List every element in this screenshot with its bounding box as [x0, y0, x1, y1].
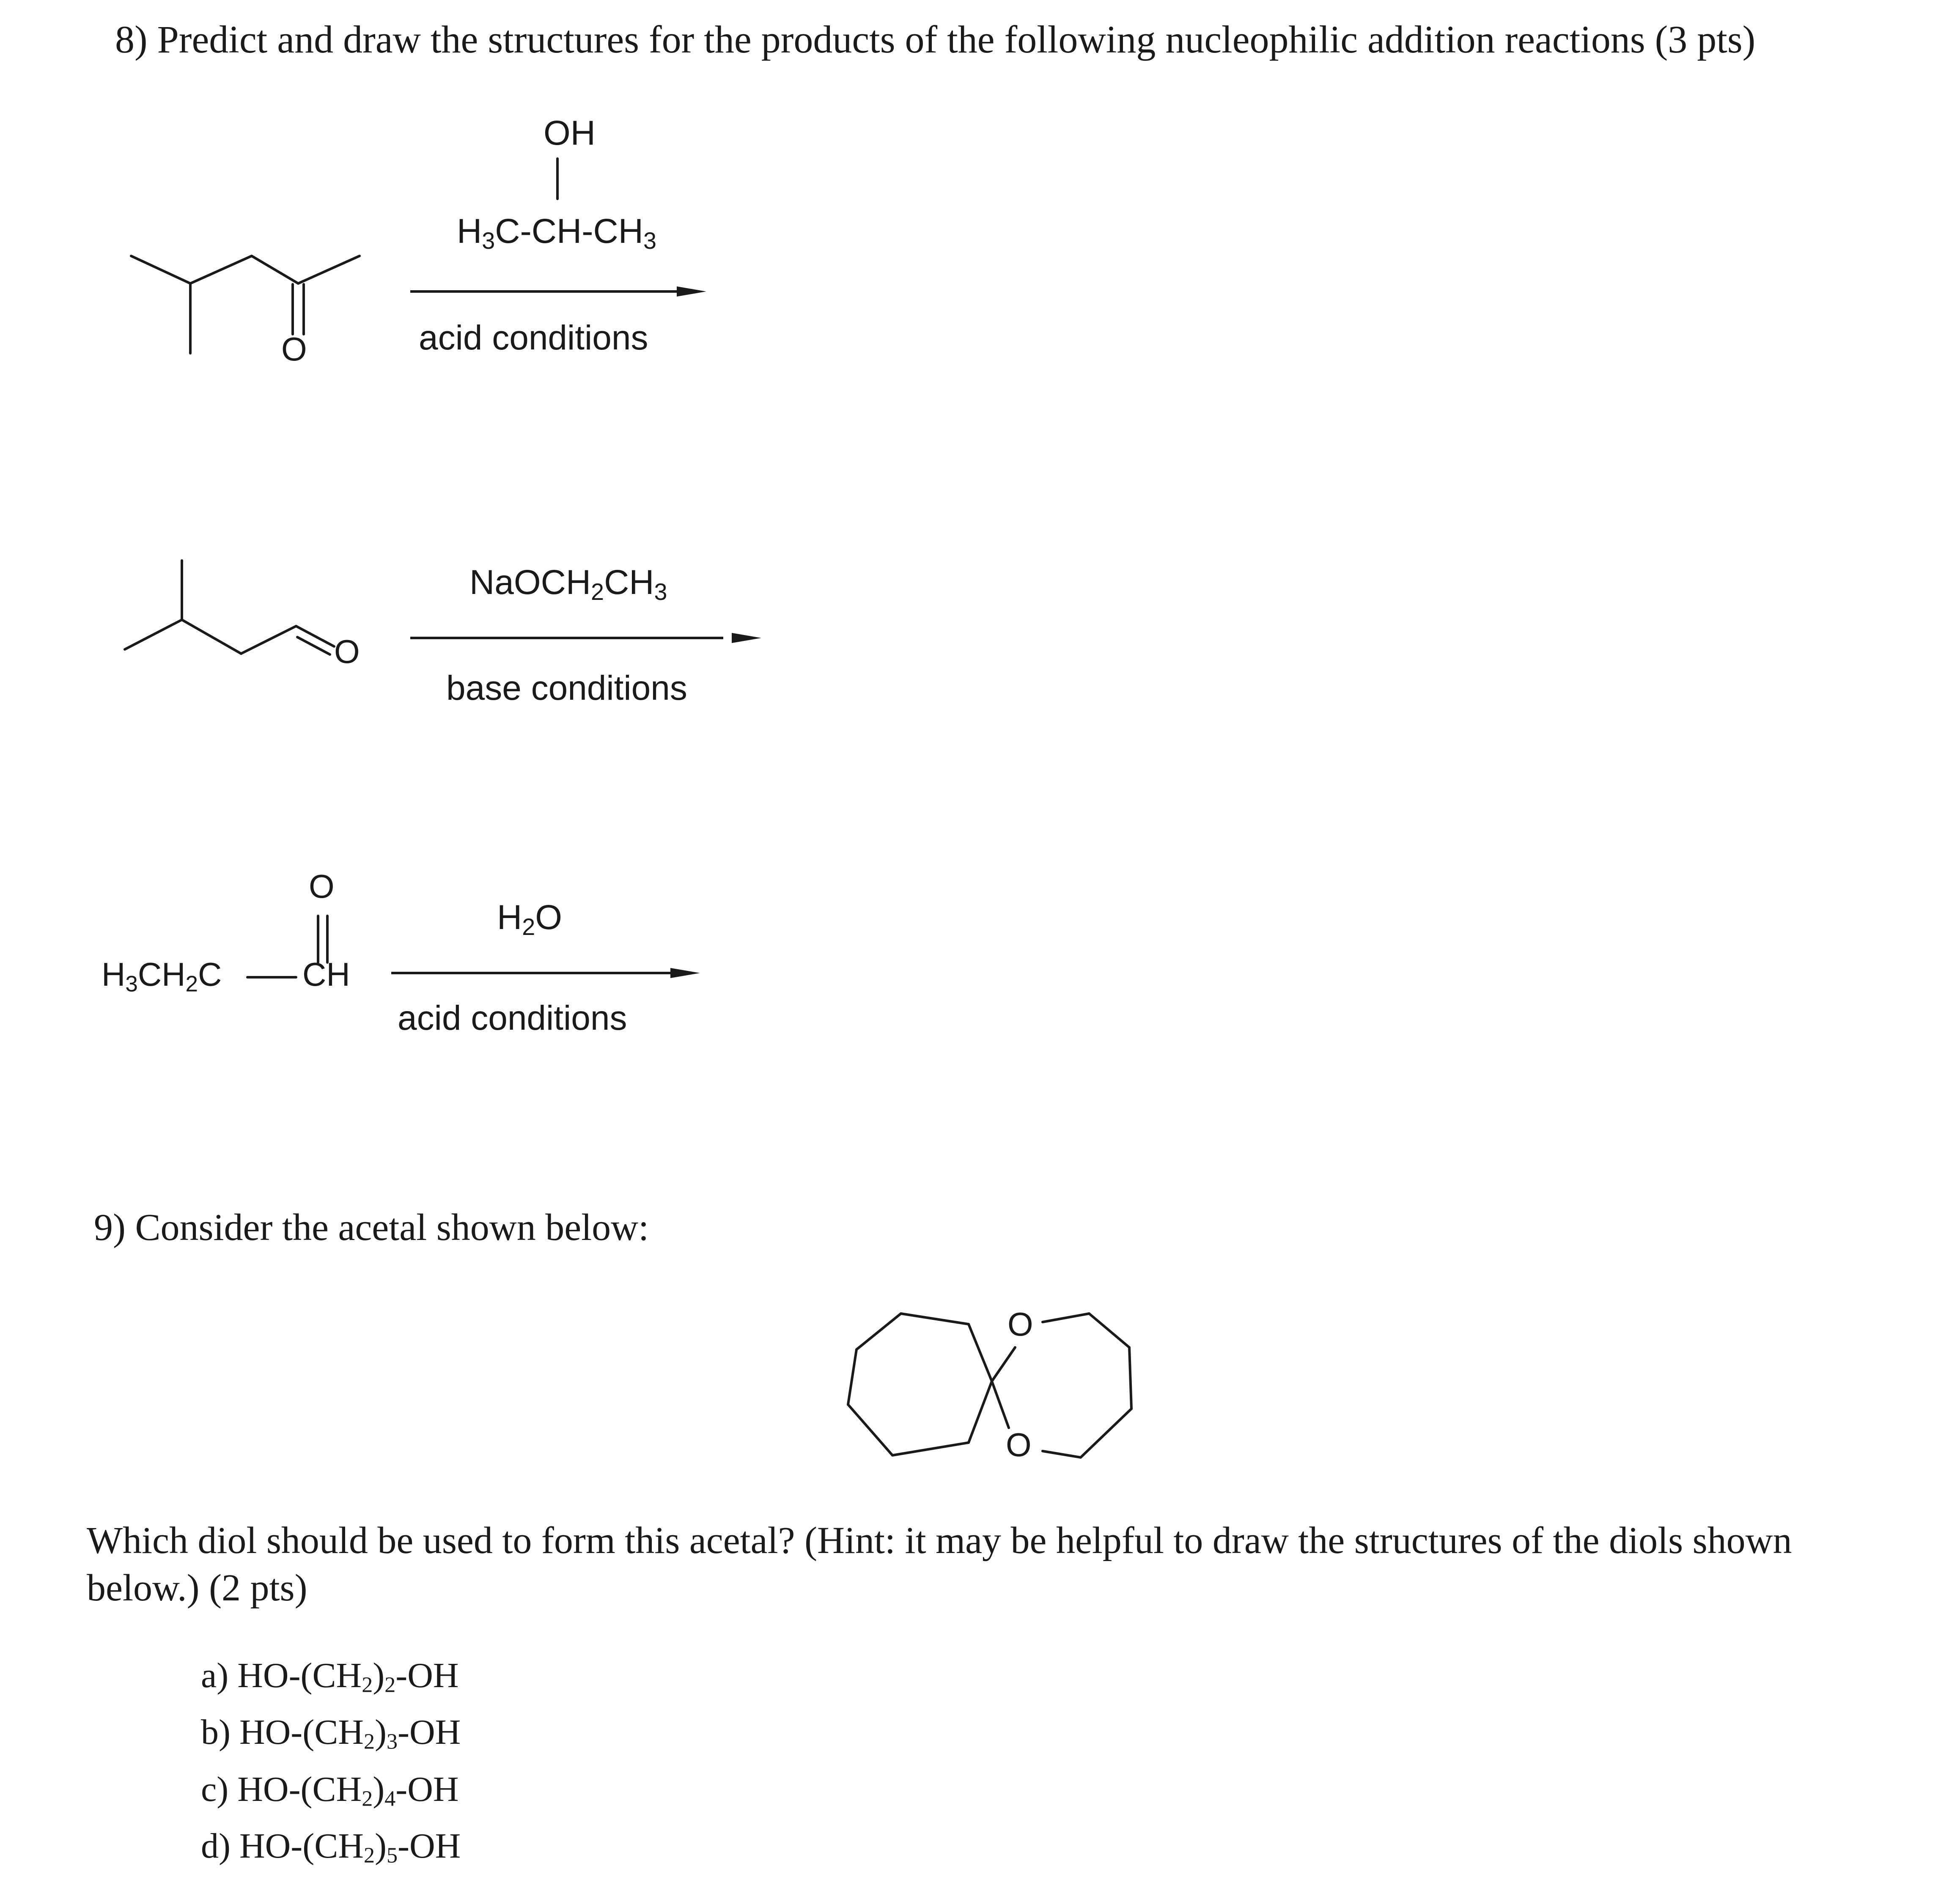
reaction2-arrowhead [732, 633, 761, 643]
reaction1-conditions: acid conditions [419, 319, 648, 357]
acetal-oxygen-top: O [1007, 1306, 1033, 1343]
reaction1-reagent: $H_3C-CH-CH_3$ [457, 212, 656, 254]
reaction3-substrate-left: $H_3CH_2C$ [102, 956, 222, 997]
reaction1-reagent-oh: OH [544, 114, 596, 152]
reaction1-substrate-ketone [131, 256, 360, 353]
question-9-title: 9) Consider the acetal shown below: [94, 1207, 649, 1248]
reaction3-substrate-ch: CH [302, 956, 350, 993]
option-b[interactable]: b) HO-(CH2)3-OH [201, 1713, 461, 1754]
reaction3-reagent: $H_2O$ [497, 898, 563, 940]
option-d[interactable]: d) HO-(CH2)5-OH [201, 1826, 461, 1868]
reaction2-substrate-aldehyde [125, 561, 334, 654]
reaction1-arrow [410, 290, 681, 293]
answer-options-list [201, 1652, 461, 1880]
reaction2-conditions: base conditions [446, 669, 687, 707]
reaction3-arrowhead [670, 968, 700, 978]
acetal-oxygen-bottom: O [1006, 1426, 1032, 1463]
question-8-title: 8) Predict and draw the structures for the products of the following nucleophilic addition reactions (3 pts) [115, 18, 1756, 61]
reaction2-arrow [410, 637, 723, 639]
reaction3-conditions: acid conditions [398, 999, 627, 1037]
option-c[interactable]: c) HO-(CH2)4-OH [201, 1769, 459, 1811]
reaction1-arrowhead [677, 286, 706, 297]
option-a[interactable]: a) HO-(CH2)2-OH [201, 1656, 459, 1697]
reaction3-carbonyl-o: O [309, 868, 335, 905]
question-9-prompt-line2: below.) (2 pts) [87, 1567, 307, 1609]
reaction1-carbonyl-o: O [281, 330, 307, 368]
reaction2-reagent: $NaOCH_2CH_3$ [469, 563, 667, 605]
reaction3-arrow [391, 972, 687, 974]
reaction2-carbonyl-o: O [334, 633, 360, 670]
acetal-structure [848, 1314, 1131, 1457]
question-9-prompt-line1: Which diol should be used to form this acetal? (Hint: it may be helpful to draw the structures of the diols shown [87, 1520, 1792, 1561]
